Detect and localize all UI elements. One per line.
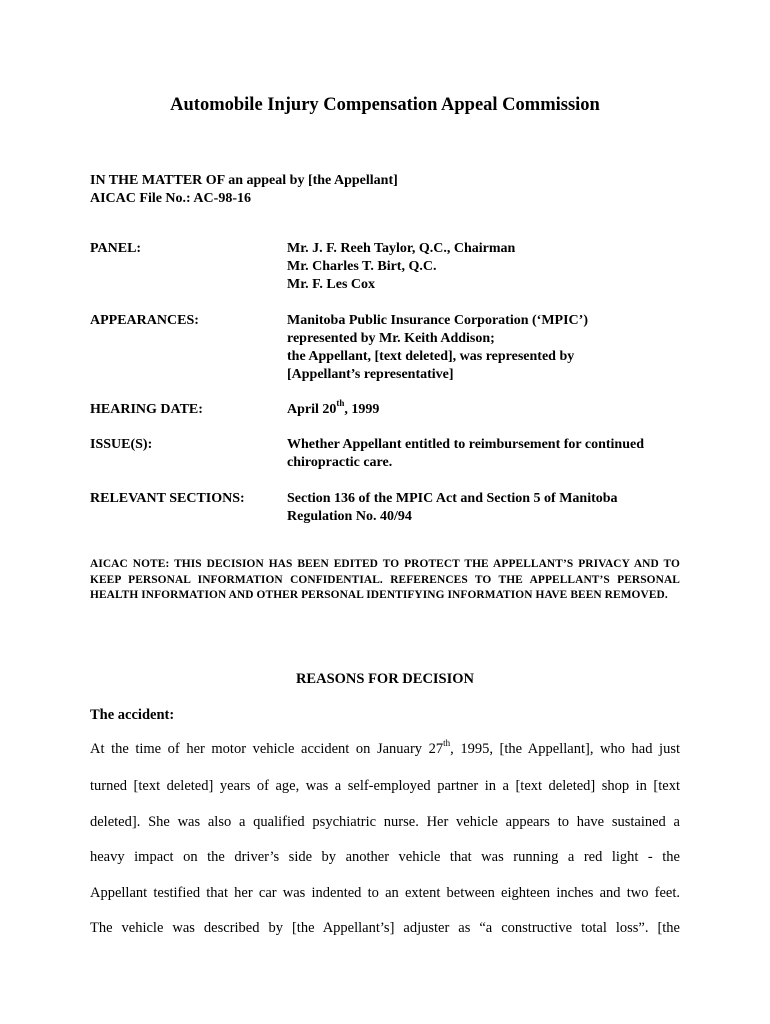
panel-member: Mr. J. F. Reeh Taylor, Q.C., Chairman <box>287 241 516 256</box>
issues-label: ISSUE(S): <box>90 437 153 452</box>
relevant-section-line: Section 136 of the MPIC Act and Section 5 of Manitoba <box>287 491 618 506</box>
file-number: AICAC File No.: AC-98-16 <box>90 191 251 206</box>
issue-line: chiropractic care. <box>287 455 393 470</box>
appearance-line: Manitoba Public Insurance Corporation (‘MPIC’) <box>287 313 588 328</box>
body-line: deleted]. She was also a qualified psychiatric nurse. Her vehicle appears to have sustained a <box>90 814 680 830</box>
aicac-note: AICAC NOTE: THIS DECISION HAS BEEN EDITED TO PROTECT THE APPELLANT’S PRIVACY AND TO KEEP PERSONAL INFORMATION CONFIDENTIAL. REFERENCES TO THE APPELLANT’S PERSONAL HEALTH INFORMATION AND OTHER PERSONAL IDENTIFYING INFORMATION HAVE BEEN REMOVED. <box>90 558 680 601</box>
document-title: Automobile Injury Compensation Appeal Commission <box>170 95 600 115</box>
appearances-label: APPEARANCES: <box>90 313 199 328</box>
hearing-date-label: HEARING DATE: <box>90 402 203 417</box>
panel-member: Mr. Charles T. Birt, Q.C. <box>287 259 437 274</box>
relevant-section-line: Regulation No. 40/94 <box>287 509 412 524</box>
appearance-line: the Appellant, [text deleted], was represented by <box>287 349 575 364</box>
panel-member: Mr. F. Les Cox <box>287 277 376 292</box>
panel-label: PANEL: <box>90 241 142 256</box>
matter-line: IN THE MATTER OF an appeal by [the Appellant] <box>90 173 398 188</box>
body-line: heavy impact on the driver’s side by another vehicle that was running a red light - the <box>90 849 680 865</box>
body-line: At the time of her motor vehicle accident on January 27th, 1995, [the Appellant], who had just <box>90 738 680 757</box>
issue-line: Whether Appellant entitled to reimbursement for continued <box>287 437 644 452</box>
appearance-line: represented by Mr. Keith Addison; <box>287 331 495 346</box>
reasons-heading: REASONS FOR DECISION <box>295 671 475 687</box>
appearance-line: [Appellant’s representative] <box>287 367 454 382</box>
accident-heading: The accident: <box>90 707 175 723</box>
body-line: The vehicle was described by [the Appellant’s] adjuster as “a constructive total loss”. [the <box>90 920 680 936</box>
hearing-date-value: April 20th, 1999 <box>287 398 380 417</box>
relevant-sections-label: RELEVANT SECTIONS: <box>90 491 245 506</box>
body-line: turned [text deleted] years of age, was a self-employed partner in a [text deleted] shop in [text <box>90 778 680 794</box>
body-line: Appellant testified that her car was indented to an extent between eighteen inches and two feet. <box>90 885 680 901</box>
